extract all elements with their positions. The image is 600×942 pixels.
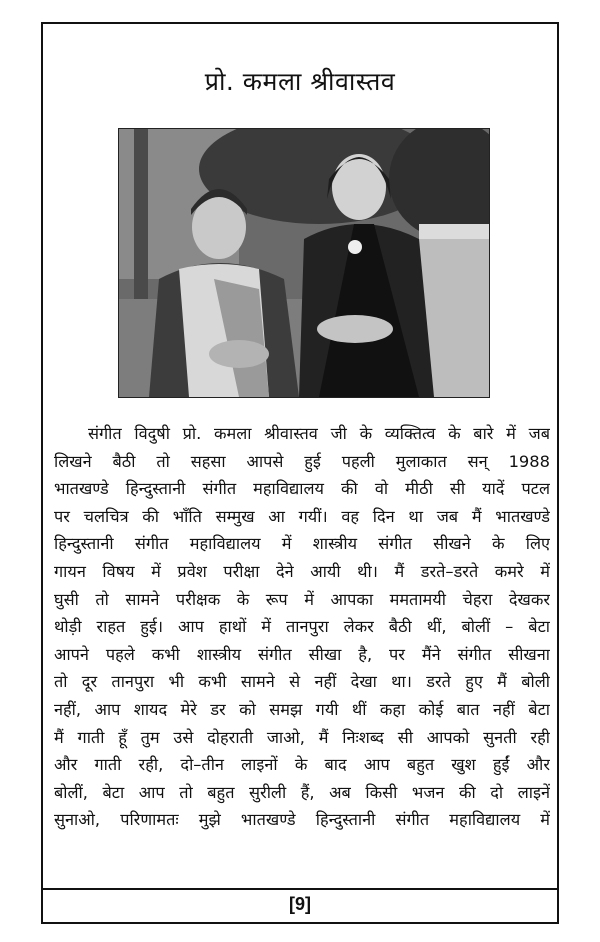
text-line: भातखण्डे हिन्दुस्तानी संगीत महाविद्यालय की वो मीठी सी यादें पटल — [54, 479, 550, 499]
footer-divider — [43, 888, 557, 890]
text-line: गायन विषय में प्रवेश परीक्षा देने आयी थी। मैं डरते–डरते कमरे में — [54, 561, 550, 581]
text-line: सुनाओ, परिणामतः मुझे भातखण्डे हिन्दुस्तानी संगीत महाविद्यालय में — [54, 810, 550, 830]
portrait-photo — [118, 128, 490, 398]
text-line: नहीं, आप शायद मेरे डर को समझ गयी थीं कहा कोई बात नहीं बेटा — [54, 699, 550, 719]
page-title: प्रो. कमला श्रीवास्तव — [204, 67, 396, 96]
text-line: हिन्दुस्तानी संगीत महाविद्यालय में शास्त्रीय संगीत सीखने के लिए — [54, 534, 550, 554]
text-line: घुसी तो सामने परीक्षक के रूप में आपका ममतामयी चेहरा देखकर — [54, 589, 550, 609]
text-line: संगीत विदुषी प्रो. कमला श्रीवास्तव जी के व्यक्तित्व के बारे में जब — [88, 424, 550, 443]
photo-illustration — [119, 129, 489, 397]
text-line: तो दूर तानपुरा भी कभी सामने से नहीं देखा था। डरते हुए मैं बोली — [54, 672, 550, 692]
text-line: मैं गाती हूँ तुम उसे दोहराती जाओ, मैं निःशब्द सी आपको सुनती रही — [54, 727, 550, 747]
text-line: बोलीं, बेटा आप तो बहुत सुरीली हैं, अब किसी भजन की दो लाइनें — [54, 782, 550, 802]
body-paragraph — [54, 420, 550, 834]
text-line: थोड़ी राहत हुई। आप हाथों में तानपुरा लेकर बैठी थीं, बोलीं – बेटा — [54, 617, 550, 637]
text-line: पर चलचित्र की भाँति सम्मुख आ गयीं। वह दिन था जब मैं भातखण्डे — [54, 506, 550, 526]
text-line: लिखने बैठी तो सहसा आपसे हुई पहली मुलाकात सन् 1988 — [54, 451, 550, 471]
text-line: आपने पहले कभी शास्त्रीय संगीत सीखा है, पर मैंने संगीत सीखना — [54, 644, 550, 664]
text-line: और गाती रही, दो–तीन लाइनों के बाद आप बहुत खुश हुईं और — [54, 755, 550, 775]
page-number: [9] — [289, 894, 311, 914]
